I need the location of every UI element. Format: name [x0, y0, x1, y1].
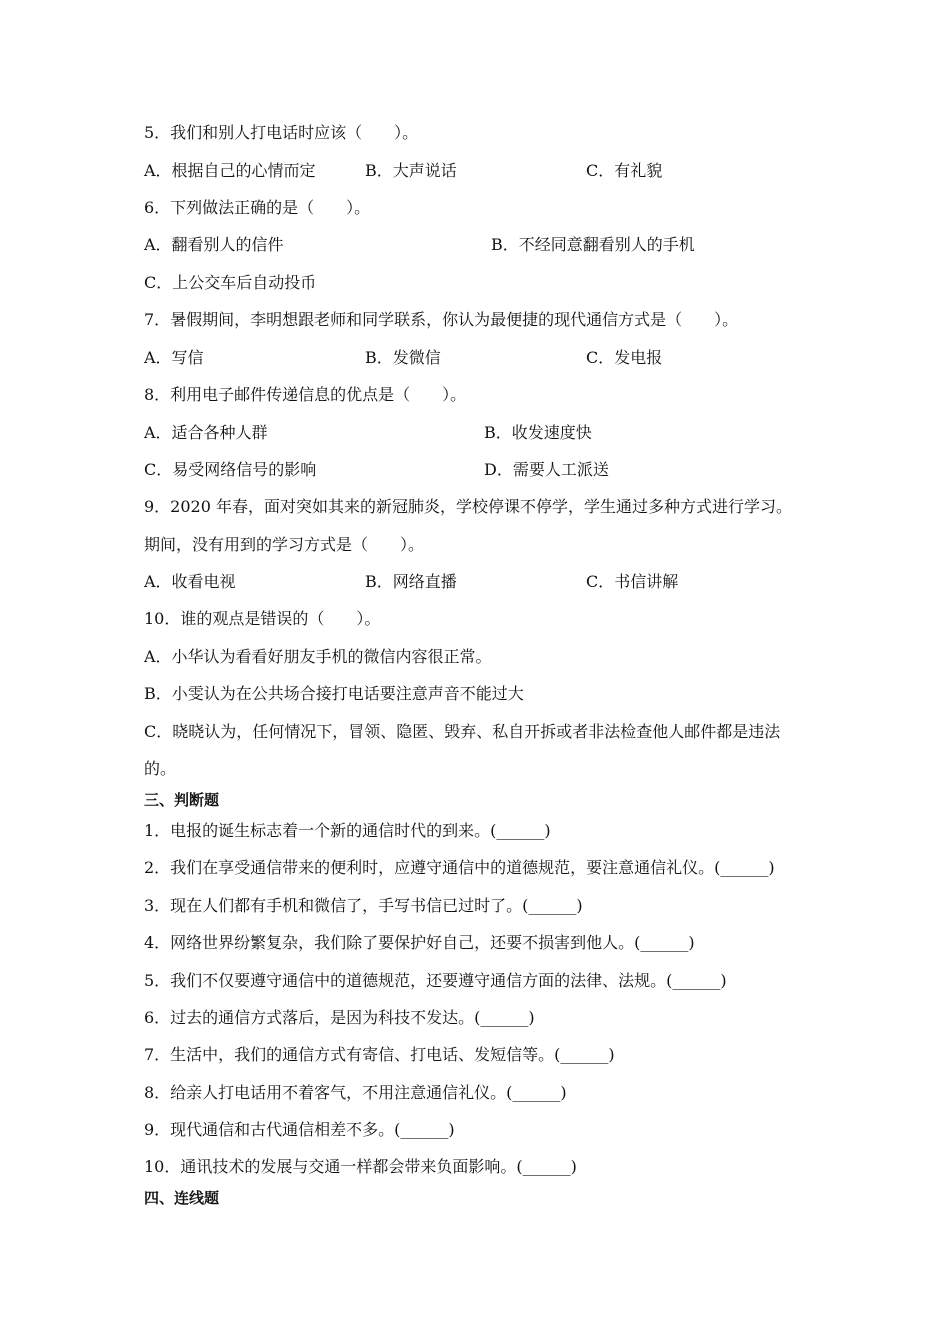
question-6-option-c: C．上公交车后自动投币 [144, 273, 317, 292]
question-8-option-b: B．收发速度快 [484, 423, 592, 442]
question-9-stem-line1: 9．2020 年春，面对突如其来的新冠肺炎，学校停课不停学，学生通过多种方式进行学习。 [144, 497, 792, 516]
judgment-item-2: 2．我们在享受通信带来的便利时，应遵守通信中的道德规范，要注意通信礼仪。(______) [144, 858, 775, 877]
judgment-item-3: 3．现在人们都有手机和微信了，手写书信已过时了。(______) [144, 896, 583, 915]
question-9-option-c: C．书信讲解 [586, 572, 679, 591]
judgment-item-4: 4．网络世界纷繁复杂，我们除了要保护好自己，还要不损害到他人。(______) [144, 933, 695, 952]
section-3-heading: 三、判断题 [144, 791, 220, 809]
question-6-stem: 6．下列做法正确的是（ ）。 [144, 198, 371, 217]
judgment-item-8: 8．给亲人打电话用不着客气，不用注意通信礼仪。(______) [144, 1083, 567, 1102]
question-8-option-c: C．易受网络信号的影响 [144, 460, 317, 479]
question-7-option-b: B．发微信 [365, 348, 441, 367]
question-7-option-a: A．写信 [144, 348, 204, 367]
question-6-option-a: A．翻看别人的信件 [144, 235, 284, 254]
judgment-item-7: 7．生活中，我们的通信方式有寄信、打电话、发短信等。(______) [144, 1045, 615, 1064]
judgment-item-6: 6．过去的通信方式落后，是因为科技不发达。(______) [144, 1008, 535, 1027]
judgment-item-10: 10．通讯技术的发展与交通一样都会带来负面影响。(______) [144, 1157, 577, 1176]
question-10-option-c-line2: 的。 [144, 759, 177, 778]
question-5-option-c: C．有礼貌 [586, 161, 663, 180]
judgment-item-1: 1．电报的诞生标志着一个新的通信时代的到来。(______) [144, 821, 551, 840]
question-10-stem: 10．谁的观点是错误的（ ）。 [144, 609, 381, 628]
question-9-option-b: B．网络直播 [365, 572, 457, 591]
question-10-option-c-line1: C．晓晓认为，任何情况下，冒领、隐匿、毁弃、私自开拆或者非法检查他人邮件都是违法 [144, 722, 781, 741]
question-10-option-b: B．小雯认为在公共场合接打电话要注意声音不能过大 [144, 684, 524, 703]
judgment-item-5: 5．我们不仅要遵守通信中的道德规范，还要遵守通信方面的法律、法规。(______) [144, 971, 727, 990]
question-5-option-a: A．根据自己的心情而定 [144, 161, 316, 180]
question-8-option-d: D．需要人工派送 [484, 460, 609, 479]
question-9-stem-line2: 期间，没有用到的学习方式是（ ）。 [144, 535, 425, 554]
question-9-option-a: A．收看电视 [144, 572, 236, 591]
question-7-option-c: C．发电报 [586, 348, 663, 367]
judgment-item-9: 9．现代通信和古代通信相差不多。(______) [144, 1120, 455, 1139]
question-8-option-a: A．适合各种人群 [144, 423, 268, 442]
question-7-stem: 7．暑假期间，李明想跟老师和同学联系，你认为最便捷的现代通信方式是（ ）。 [144, 310, 739, 329]
question-10-option-a: A．小华认为看看好朋友手机的微信内容很正常。 [144, 647, 492, 666]
section-4-heading: 四、连线题 [144, 1189, 220, 1207]
question-8-stem: 8．利用电子邮件传递信息的优点是（ ）。 [144, 385, 467, 404]
question-5-option-b: B．大声说话 [365, 161, 457, 180]
question-6-option-b: B．不经同意翻看别人的手机 [491, 235, 695, 254]
question-5-stem: 5．我们和别人打电话时应该（ ）。 [144, 123, 419, 142]
